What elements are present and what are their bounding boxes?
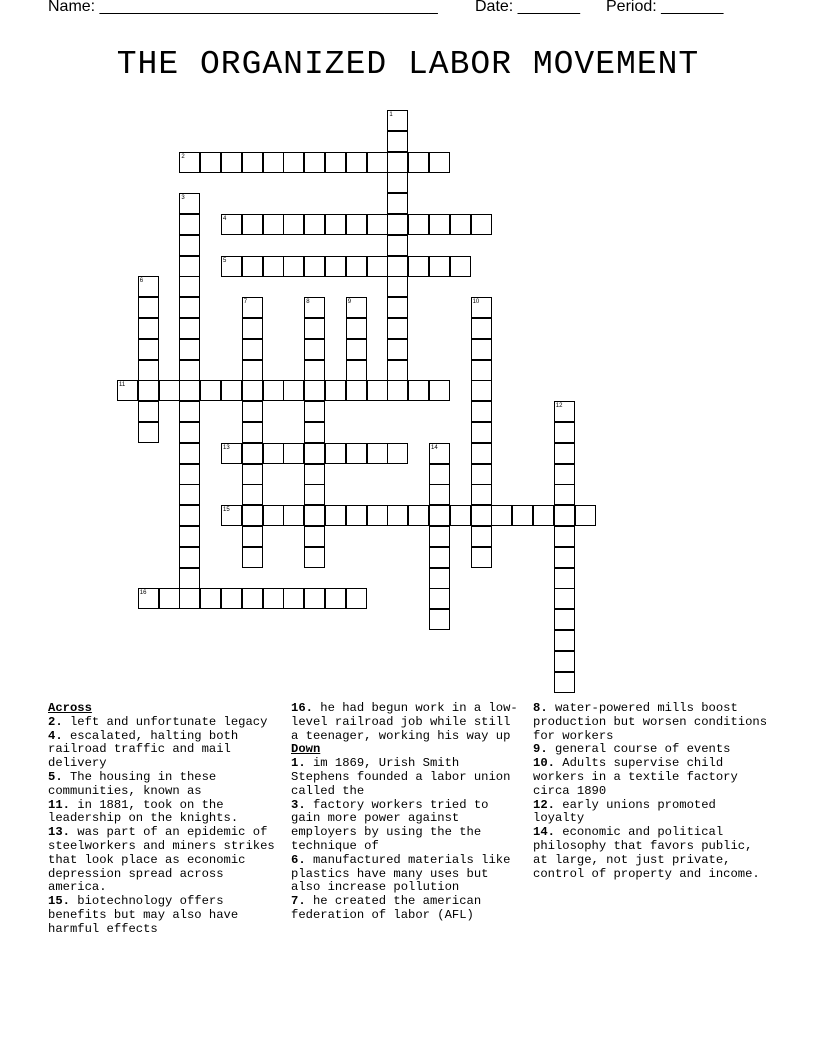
grid-cell[interactable]: [138, 422, 159, 443]
clue-across-4: 4. escalated, halting both railroad traffic and mail delivery: [48, 728, 239, 771]
clues-column-3: [533, 702, 773, 881]
grid-cell[interactable]: [242, 339, 263, 360]
grid-cell[interactable]: [242, 464, 263, 485]
clue-down-7: 7. he created the american federation of labor (AFL): [291, 894, 482, 922]
grid-cell[interactable]: [408, 152, 429, 173]
grid-cell[interactable]: [429, 152, 450, 173]
grid-cell[interactable]: [283, 505, 304, 526]
grid-cell[interactable]: [554, 464, 575, 485]
clue-down-10: 10. Adults supervise child workers in a textile factory circa 1890: [533, 756, 738, 798]
grid-cell[interactable]: [554, 651, 575, 672]
grid-cell[interactable]: [346, 360, 367, 381]
grid-cell[interactable]: [138, 380, 159, 401]
grid-cell[interactable]: [138, 318, 159, 339]
grid-cell[interactable]: [387, 193, 408, 214]
grid-cell[interactable]: [242, 422, 263, 443]
grid-cell[interactable]: [554, 547, 575, 568]
grid-cell[interactable]: [471, 339, 492, 360]
grid-cell[interactable]: [242, 380, 263, 401]
grid-cell[interactable]: [429, 464, 450, 485]
grid-cell[interactable]: [387, 505, 408, 526]
grid-cell[interactable]: [138, 339, 159, 360]
grid-cell[interactable]: [346, 588, 367, 609]
grid-cell[interactable]: [304, 547, 325, 568]
grid-cell[interactable]: [179, 339, 200, 360]
grid-cell[interactable]: [471, 214, 492, 235]
grid-cell[interactable]: [179, 256, 200, 277]
clue-number-label: 13: [223, 444, 230, 451]
grid-cell[interactable]: [221, 152, 242, 173]
grid-cell[interactable]: [429, 568, 450, 589]
name-field[interactable]: Name: ______________________________________: [48, 0, 438, 15]
grid-cell[interactable]: [471, 526, 492, 547]
grid-cell[interactable]: [242, 526, 263, 547]
grid-cell[interactable]: [138, 297, 159, 318]
grid-cell[interactable]: [554, 526, 575, 547]
grid-cell[interactable]: [179, 214, 200, 235]
grid-cell[interactable]: [159, 588, 180, 609]
clue-down-3: 3. factory workers tried to gain more power against employers by using the the technique of: [291, 797, 489, 853]
grid-cell[interactable]: [179, 568, 200, 589]
grid-cell[interactable]: [554, 484, 575, 505]
clue-across-13: 13. was part of an epidemic of steelworkers and miners strikes that look place as economic depression spread across america.: [48, 825, 275, 895]
grid-cell[interactable]: [387, 214, 408, 235]
clue-number-label: 12: [555, 403, 563, 410]
grid-cell[interactable]: [367, 152, 388, 173]
grid-cell[interactable]: [554, 672, 575, 693]
clue-number-label: 14: [431, 444, 438, 451]
grid-cell[interactable]: [304, 588, 325, 609]
clue-down-8: 8. water-powered mills boost production but worsen conditions for workers: [533, 701, 768, 743]
grid-cell[interactable]: [346, 214, 367, 235]
grid-cell[interactable]: [408, 214, 429, 235]
grid-cell[interactable]: [304, 484, 325, 505]
grid-cell[interactable]: [263, 152, 284, 173]
clue-number-label: 1: [389, 112, 393, 118]
grid-cell[interactable]: [138, 360, 159, 381]
grid-cell[interactable]: [325, 214, 346, 235]
grid-cell[interactable]: [138, 401, 159, 422]
grid-cell[interactable]: [325, 588, 346, 609]
grid-cell[interactable]: [242, 484, 263, 505]
grid-cell[interactable]: [304, 256, 325, 277]
grid-cell[interactable]: [304, 422, 325, 443]
grid-cell[interactable]: [408, 256, 429, 277]
grid-cell[interactable]: [242, 360, 263, 381]
grid-cell[interactable]: [491, 505, 512, 526]
date-field[interactable]: Date: _______: [475, 0, 580, 15]
grid-cell[interactable]: [304, 380, 325, 401]
grid-cell[interactable]: [471, 547, 492, 568]
grid-cell[interactable]: [200, 380, 221, 401]
grid-cell[interactable]: [450, 214, 471, 235]
clue-number-label: 4: [223, 216, 227, 222]
grid-cell[interactable]: [179, 588, 200, 609]
grid-cell[interactable]: [387, 235, 408, 256]
clue-across-5: 5. The housing in these communities, known as: [48, 769, 217, 798]
grid-cell[interactable]: [450, 256, 471, 277]
grid-cell[interactable]: [471, 360, 492, 381]
grid-cell[interactable]: [263, 256, 284, 277]
grid-cell[interactable]: [554, 630, 575, 651]
grid-cell[interactable]: [263, 443, 284, 464]
grid-cell[interactable]: [387, 276, 408, 297]
grid-cell[interactable]: [554, 422, 575, 443]
grid-cell[interactable]: [179, 360, 200, 381]
grid-cell[interactable]: [367, 380, 388, 401]
clue-number-label: 11: [119, 382, 126, 389]
grid-cell[interactable]: [179, 380, 200, 401]
grid-cell[interactable]: [179, 443, 200, 464]
grid-cell[interactable]: [179, 526, 200, 547]
clue-number-label: 5: [223, 257, 227, 264]
grid-cell[interactable]: [429, 588, 450, 609]
grid-cell[interactable]: [179, 297, 200, 318]
grid-cell[interactable]: [346, 152, 367, 173]
grid-cell[interactable]: [554, 505, 575, 526]
clue-across-15: 15. biotechnology offers benefits but may also have harmful effects: [48, 894, 239, 936]
grid-cell[interactable]: [325, 256, 346, 277]
grid-cell[interactable]: [283, 214, 304, 235]
grid-cell[interactable]: [554, 443, 575, 464]
grid-cell[interactable]: [179, 422, 200, 443]
grid-cell[interactable]: [387, 360, 408, 381]
grid-cell[interactable]: [346, 339, 367, 360]
grid-cell[interactable]: [242, 547, 263, 568]
grid-cell[interactable]: [200, 588, 221, 609]
grid-cell[interactable]: [304, 505, 325, 526]
grid-cell[interactable]: [450, 505, 471, 526]
grid-cell[interactable]: [429, 256, 450, 277]
grid-cell[interactable]: [263, 505, 284, 526]
grid-cell[interactable]: [283, 380, 304, 401]
page-title: THE ORGANIZED LABOR MOVEMENT: [116, 46, 700, 83]
grid-cell[interactable]: [471, 464, 492, 485]
clue-across-2: 2. left and unfortunate legacy: [48, 714, 268, 729]
grid-cell[interactable]: [408, 380, 429, 401]
grid-cell[interactable]: [304, 401, 325, 422]
grid-cell[interactable]: [242, 443, 263, 464]
clue-number-label: 15: [223, 507, 230, 514]
grid-cell[interactable]: [179, 318, 200, 339]
clue-across-16: 16. he had begun work in a low-level railroad job while still a teenager, working his way up: [291, 701, 518, 743]
grid-cell[interactable]: [512, 505, 533, 526]
grid-cell[interactable]: [304, 464, 325, 485]
grid-cell[interactable]: [367, 214, 388, 235]
grid-cell[interactable]: [429, 547, 450, 568]
across-heading: Across: [48, 701, 92, 715]
grid-cell[interactable]: [179, 505, 200, 526]
grid-cell[interactable]: [533, 505, 554, 526]
grid-cell[interactable]: [200, 152, 221, 173]
grid-cell[interactable]: [554, 588, 575, 609]
grid-cell[interactable]: [325, 443, 346, 464]
grid-cell[interactable]: [325, 380, 346, 401]
grid-cell[interactable]: [242, 318, 263, 339]
grid-cell[interactable]: [221, 588, 242, 609]
clue-down-6: 6. manufactured materials like plastics have many uses but also increase pollution: [291, 852, 511, 895]
grid-cell[interactable]: [429, 609, 450, 630]
grid-cell[interactable]: [179, 464, 200, 485]
clue-number-label: 2: [181, 153, 185, 160]
grid-cell[interactable]: [554, 568, 575, 589]
grid-cell[interactable]: [242, 505, 263, 526]
grid-cell[interactable]: [471, 505, 492, 526]
grid-cell[interactable]: [304, 443, 325, 464]
grid-cell[interactable]: [471, 318, 492, 339]
grid-cell[interactable]: [179, 484, 200, 505]
grid-cell[interactable]: [325, 505, 346, 526]
grid-cell[interactable]: [387, 172, 408, 193]
grid-cell[interactable]: [263, 380, 284, 401]
grid-cell[interactable]: [387, 297, 408, 318]
grid-cell[interactable]: [179, 235, 200, 256]
grid-cell[interactable]: [471, 401, 492, 422]
clues-column-1: [48, 702, 284, 937]
period-field[interactable]: Period: _______: [606, 0, 724, 15]
grid-cell[interactable]: [304, 152, 325, 173]
clues-column-2: [291, 702, 523, 923]
grid-cell[interactable]: [429, 214, 450, 235]
grid-cell[interactable]: [471, 422, 492, 443]
clue-number-label: 16: [139, 590, 147, 597]
grid-cell[interactable]: [346, 256, 367, 277]
grid-cell[interactable]: [471, 380, 492, 401]
clue-number-label: 10: [472, 299, 480, 306]
grid-cell[interactable]: [179, 547, 200, 568]
grid-cell[interactable]: [429, 484, 450, 505]
grid-cell[interactable]: [387, 256, 408, 277]
grid-cell[interactable]: [471, 484, 492, 505]
grid-cell[interactable]: [346, 443, 367, 464]
grid-cell[interactable]: [387, 131, 408, 152]
clue-number-label: 8: [306, 299, 310, 306]
grid-cell[interactable]: [387, 380, 408, 401]
clue-number-label: 6: [139, 278, 144, 285]
down-heading: Down: [291, 742, 321, 757]
clue-down-1: 1. im 1869, Urish Smith Stephens founded a labor union called the: [291, 756, 511, 798]
clue-number-label: 9: [347, 299, 352, 306]
grid-cell[interactable]: [575, 505, 596, 526]
grid-cell[interactable]: [304, 318, 325, 339]
grid-cell[interactable]: [554, 609, 575, 630]
clue-number-label: 7: [243, 299, 248, 306]
grid-cell[interactable]: [304, 360, 325, 381]
grid-cell[interactable]: [242, 152, 263, 173]
grid-cell[interactable]: [242, 256, 263, 277]
grid-cell[interactable]: [471, 443, 492, 464]
grid-cell[interactable]: [304, 526, 325, 547]
grid-cell[interactable]: [242, 588, 263, 609]
grid-cell[interactable]: [346, 318, 367, 339]
grid-cell[interactable]: [408, 505, 429, 526]
grid-cell[interactable]: [179, 276, 200, 297]
grid-cell[interactable]: [283, 588, 304, 609]
grid-cell[interactable]: [387, 443, 408, 464]
clue-down-9: 9. general course of events: [533, 742, 731, 757]
grid-cell[interactable]: [221, 380, 242, 401]
grid-cell[interactable]: [179, 401, 200, 422]
grid-cell[interactable]: [283, 443, 304, 464]
grid-cell[interactable]: [283, 256, 304, 277]
grid-cell[interactable]: [325, 152, 346, 173]
grid-cell[interactable]: [387, 318, 408, 339]
grid-cell[interactable]: [367, 256, 388, 277]
grid-cell[interactable]: [387, 152, 408, 173]
grid-cell[interactable]: [263, 588, 284, 609]
grid-cell[interactable]: [367, 443, 388, 464]
grid-cell[interactable]: [304, 214, 325, 235]
grid-cell[interactable]: [304, 339, 325, 360]
grid-cell[interactable]: [387, 339, 408, 360]
grid-cell[interactable]: [159, 380, 180, 401]
grid-cell[interactable]: [263, 214, 284, 235]
grid-cell[interactable]: [346, 380, 367, 401]
clue-down-14: 14. economic and political philosophy that favors public, at large, not just private, control of property and income.: [533, 825, 760, 881]
grid-cell[interactable]: [346, 505, 367, 526]
clue-down-12: 12. early unions promoted loyalty: [533, 797, 716, 826]
clue-number-label: 3: [181, 195, 185, 202]
grid-cell[interactable]: [429, 505, 450, 526]
grid-cell[interactable]: [242, 214, 263, 235]
grid-cell[interactable]: [242, 401, 263, 422]
clue-across-11: 11. in 1881, took on the leadership on the knights.: [48, 797, 239, 826]
grid-cell[interactable]: [367, 505, 388, 526]
grid-cell[interactable]: [429, 526, 450, 547]
grid-cell[interactable]: [283, 152, 304, 173]
grid-cell[interactable]: [429, 380, 450, 401]
